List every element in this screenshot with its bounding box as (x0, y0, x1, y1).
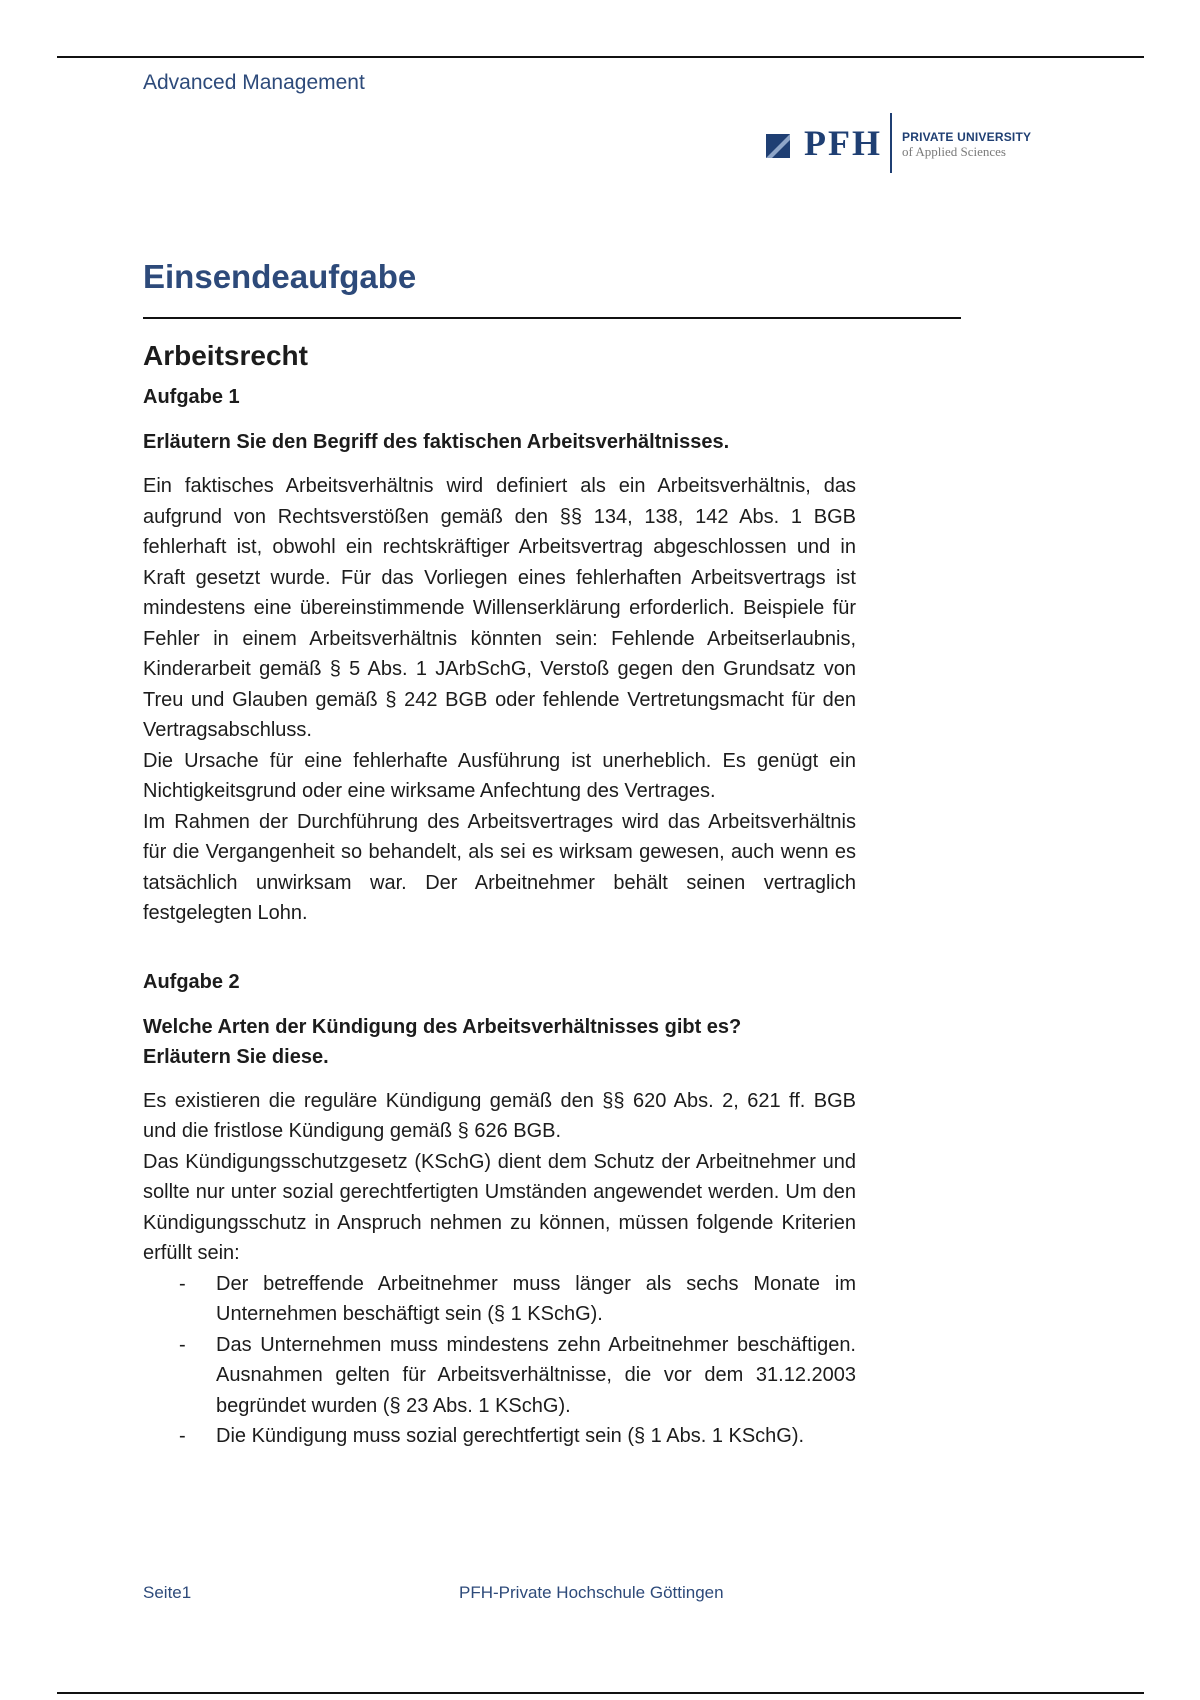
list-item-text: Der betreffende Arbeitnehmer muss länger als sechs Monate im Unternehmen beschäftigt sein (§ 1 KSchG). (216, 1272, 856, 1325)
task-1-question: Erläutern Sie den Begriff des faktischen Arbeitsverhältnisses. (143, 431, 730, 453)
document-title: Einsendeaufgabe (143, 258, 417, 295)
logo-brand: PFH (804, 123, 882, 163)
logo-line1: PRIVATE UNIVERSITY (902, 130, 1032, 144)
pfh-logo-mark-icon (766, 134, 790, 158)
header-title: Advanced Management (143, 71, 365, 94)
task-2-paragraph: Es existieren die reguläre Kündigung gemäß den §§ 620 Abs. 2, 621 ff. BGB und die fristlose Kündigung gemäß § 626 BGB. (143, 1089, 856, 1142)
task-1-paragraph: Ein faktisches Arbeitsverhältnis wird definiert als ein Arbeitsverhältnis, das aufgrund von Rechtsverstößen gemäß den §§ 134, 138, 142 Abs. 1 BGB fehlerhaft ist, obwohl ein rechtskräftiger Arbeitsvertrag abgeschlossen und in Kraft gesetzt wurde. Für das Vorliegen eines fehlerhaften Arbeitsvertrags ist mindestens eine übereinstimmende Willenserklärung erforderlich. Beispiele für Fehler in einem Arbeitsverhältnis könnten sein: Fehlende Arbeitserlaubnis, Kinderarbeit gemäß § 5 Abs. 1 JArbSchG, Verstoß gegen den Grundsatz von Treu und Glauben gemäß § 242 BGB oder fehlende Vertretungsmacht für den Vertragsabschluss. (143, 475, 856, 741)
task-2-question (143, 1012, 856, 1072)
header-rule (57, 56, 1144, 58)
footer-institution: PFH-Private Hochschule Göttingen (459, 1583, 724, 1602)
list-item (143, 1269, 856, 1330)
pfh-logo (752, 100, 1052, 190)
section-heading: Arbeitsrecht (143, 340, 308, 371)
list-item (143, 1421, 856, 1452)
task-2-question-line: Erläutern Sie diese. (143, 1045, 329, 1068)
criteria-list (143, 1269, 856, 1452)
logo-divider (890, 113, 892, 173)
bullet-marker: - (179, 1333, 186, 1356)
footer-rule (57, 1692, 1144, 1694)
task-2-paragraph: Das Kündigungsschutzgesetz (KSchG) dient dem Schutz der Arbeitnehmer und sollte nur unter sozial gerechtfertigten Umständen angewendet werden. Um den Kündigungsschutz in Anspruch nehmen zu können, müssen folgende Kriterien erfüllt sein: (143, 1150, 856, 1264)
logo-line2: of Applied Sciences (902, 144, 1006, 159)
task-1-paragraph: Im Rahmen der Durchführung des Arbeitsvertrages wird das Arbeitsverhältnis für die Vergangenheit so behandelt, als sei es wirksam gewesen, auch wenn es tatsächlich unwirksam war. Der Arbeitnehmer behält seinen vertraglich festgelegten Lohn. (143, 810, 856, 924)
list-item-text: Die Kündigung muss sozial gerechtfertigt sein (§ 1 Abs. 1 KSchG). (216, 1425, 805, 1447)
bullet-marker: - (179, 1425, 186, 1447)
task-2-label: Aufgabe 2 (143, 970, 240, 993)
footer-page-number: Seite1 (143, 1583, 192, 1602)
task-1-label: Aufgabe 1 (143, 386, 240, 408)
document-body (143, 340, 856, 1452)
list-item (143, 1330, 856, 1422)
title-rule (143, 317, 961, 319)
list-item-text: Das Unternehmen muss mindestens zehn Arbeitnehmer beschäftigen. Ausnahmen gelten für Arbeitsverhältnisse, die vor dem 31.12.2003 begründet wurden (§ 23 Abs. 1 KSchG). (216, 1333, 856, 1417)
task-2-question-line: Welche Arten der Kündigung des Arbeitsverhältnisses gibt es? (143, 1015, 742, 1038)
bullet-marker: - (179, 1272, 186, 1295)
task-1-paragraph: Die Ursache für eine fehlerhafte Ausführung ist unerheblich. Es genügt ein Nichtigkeitsgrund oder eine wirksame Anfechtung des Vertrages. (143, 749, 856, 802)
